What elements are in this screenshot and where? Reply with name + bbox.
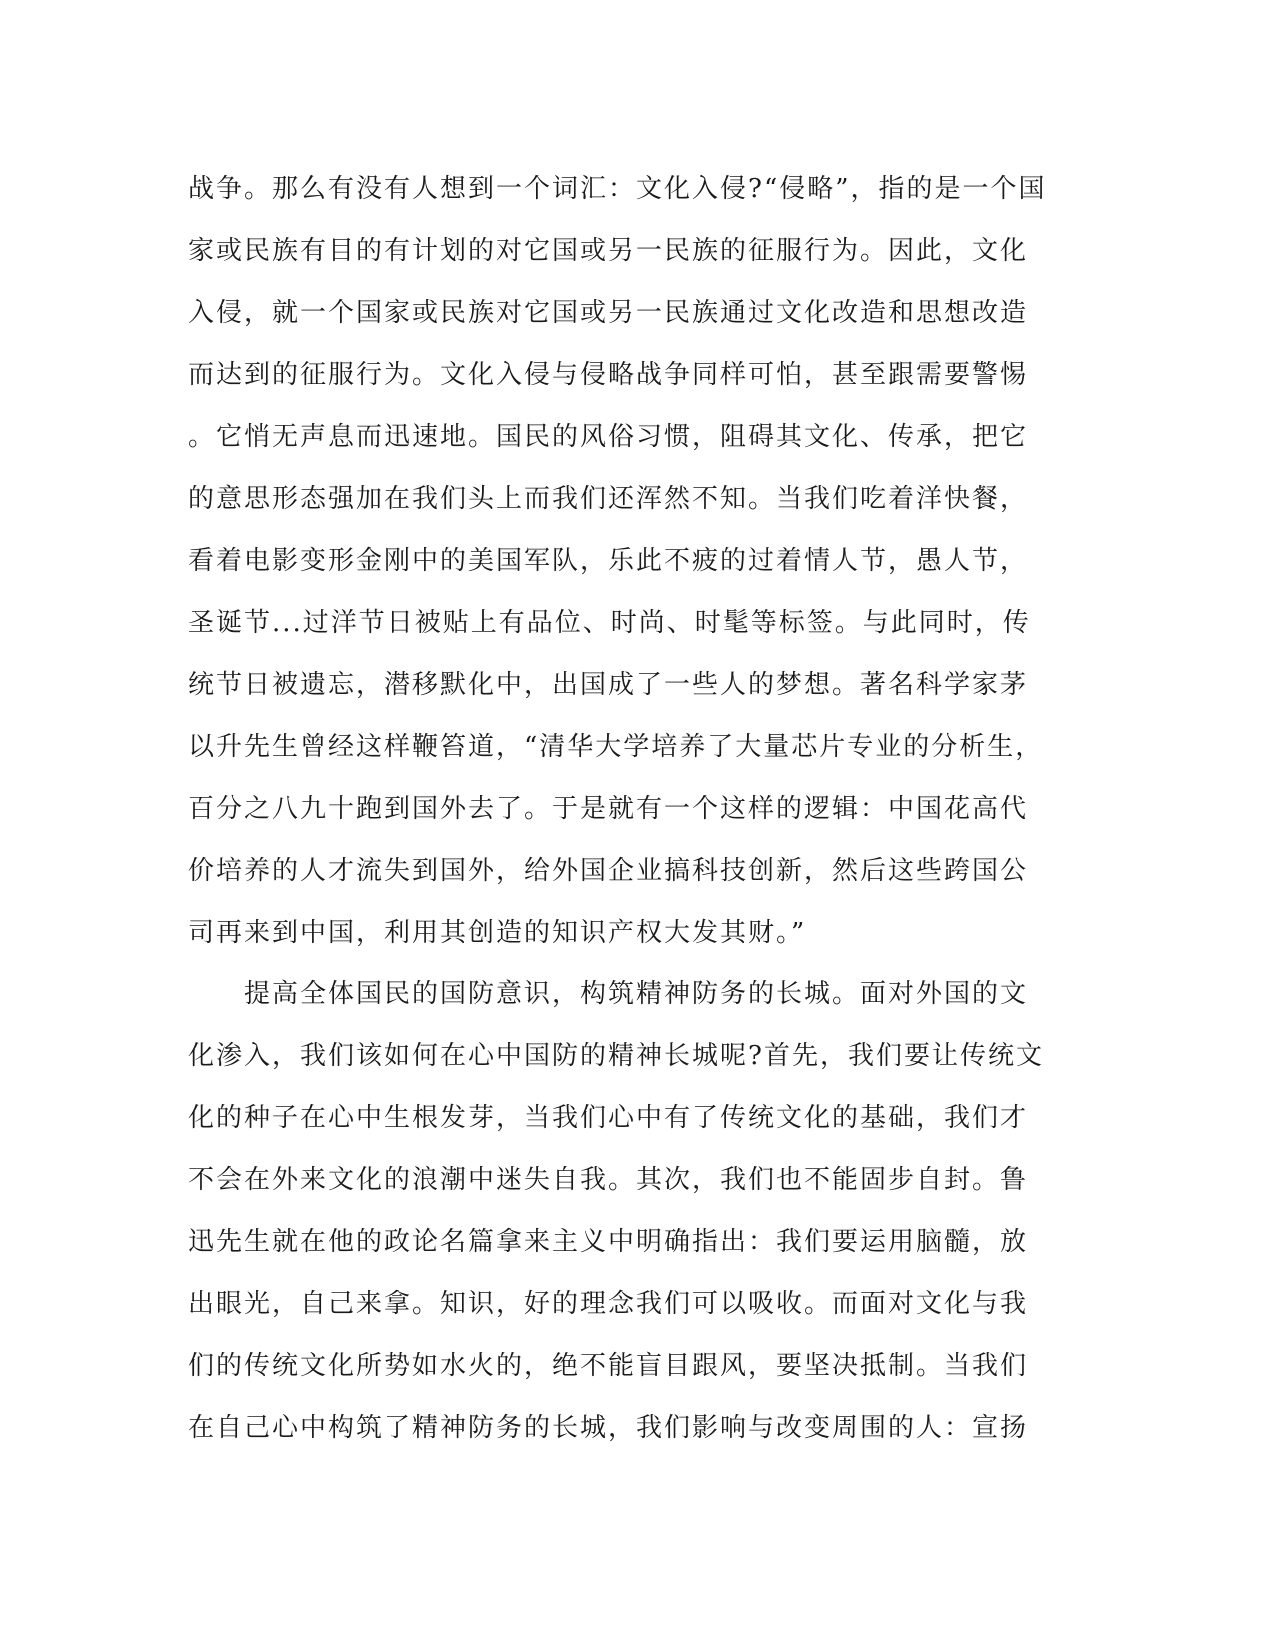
text-line: 不会在外来文化的浪潮中迷失自我。其次，我们也不能固步自封。鲁 [188,1165,1029,1195]
text-line: 圣诞节...过洋节日被贴上有品位、时尚、时髦等标签。与此同时，传 [188,608,1031,638]
text-line: 出眼光，自己来拿。知识，好的理念我们可以吸收。而面对文化与我 [188,1289,1029,1319]
text-line: 看着电影变形金刚中的美国军队，乐此不疲的过着情人节，愚人节， [188,546,1029,576]
text-line: 的意思形态强加在我们头上而我们还浑然不知。当我们吃着洋快餐， [188,484,1029,514]
text-line: 而达到的征服行为。文化入侵与侵略战争同样可怕，甚至跟需要警惕 [188,360,1029,390]
text-line: 以升先生曾经这样鞭笞道，“清华大学培养了大量芯片专业的分析生， [188,732,1044,762]
text-line: 入侵，就一个国家或民族对它国或另一民族通过文化改造和思想改造 [188,298,1029,328]
text-line: 提高全体国民的国防意识，构筑精神防务的长城。面对外国的文 [188,979,1029,1009]
text-line: 百分之八九十跑到国外去了。于是就有一个这样的逻辑：中国花高代 [188,794,1029,824]
text-line: 化的种子在心中生根发芽，当我们心中有了传统文化的基础，我们才 [188,1103,1029,1133]
text-line: 们的传统文化所势如水火的，绝不能盲目跟风，要坚决抵制。当我们 [188,1351,1029,1381]
text-line: 迅先生就在他的政论名篇拿来主义中明确指出：我们要运用脑髓，放 [188,1227,1029,1257]
text-line: 家或民族有目的有计划的对它国或另一民族的征服行为。因此，文化 [188,236,1029,266]
paragraph-1 [188,158,1088,964]
paragraph-2 [188,963,1088,1459]
text-line: 司再来到中国，利用其创造的知识产权大发其财。” [188,918,807,948]
text-line: 统节日被遗忘，潜移默化中，出国成了一些人的梦想。著名科学家茅 [188,670,1029,700]
text-line: 在自己心中构筑了精神防务的长城，我们影响与改变周围的人：宣扬 [188,1413,1029,1443]
text-line: 。它悄无声息而迅速地。国民的风俗习惯，阻碍其文化、传承，把它 [188,422,1029,452]
text-line: 价培养的人才流失到国外，给外国企业搞科技创新，然后这些跨国公 [188,856,1029,886]
text-line: 战争。那么有没有人想到一个词汇：文化入侵?“侵略”，指的是一个国 [188,174,1047,204]
text-line: 化渗入，我们该如何在心中国防的精神长城呢?首先，我们要让传统文 [188,1041,1044,1071]
